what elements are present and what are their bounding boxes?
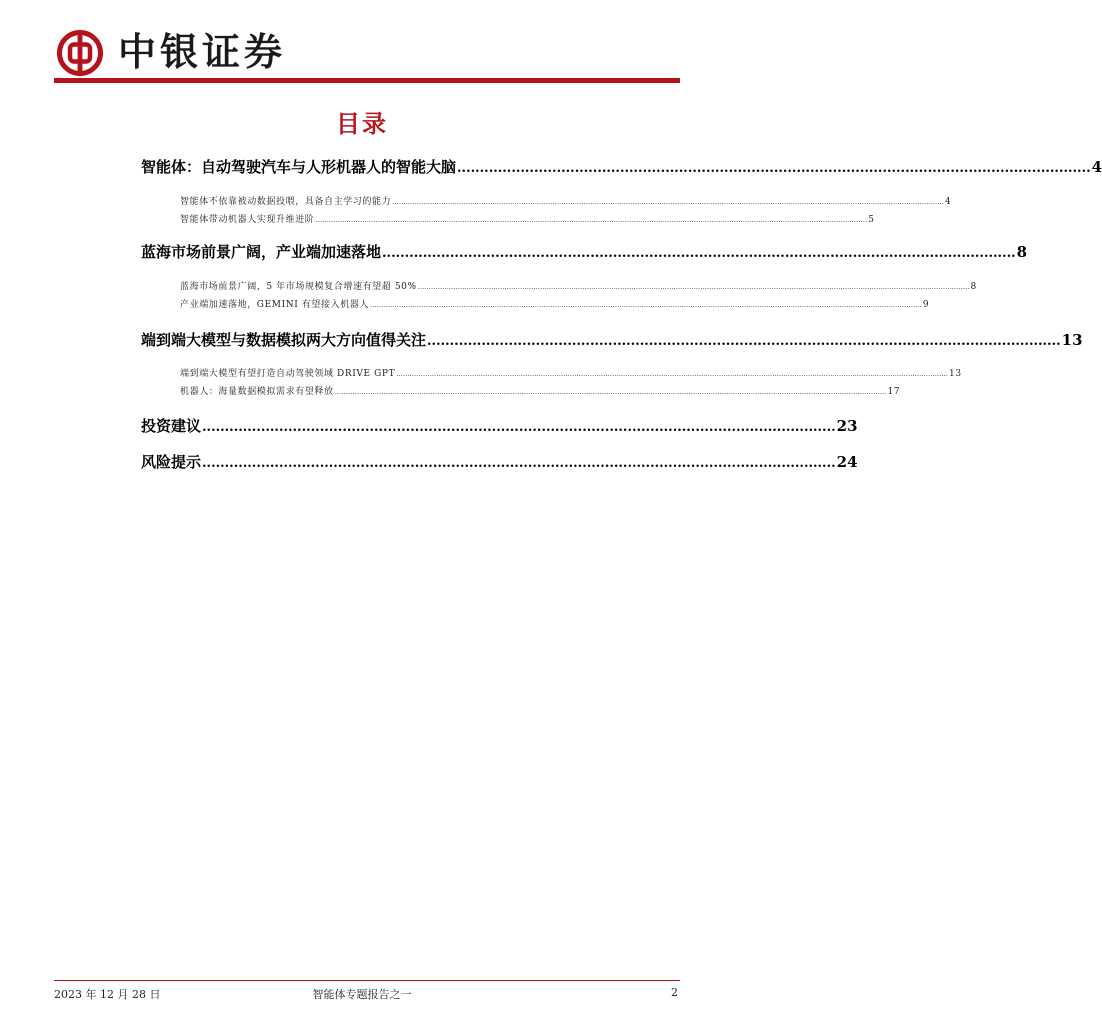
toc-entry-page: 13 <box>949 369 962 379</box>
toc-entry-page: 24 <box>836 453 858 471</box>
report-header <box>53 28 680 84</box>
toc-entry[interactable] <box>141 156 1102 177</box>
footer-report-name: 智能体专题报告之一 <box>312 988 412 1001</box>
toc-entry-label: 产业端加速落地，GEMINI 有望接入机器人 <box>180 300 370 310</box>
toc-entry-page: 8 <box>1016 243 1028 261</box>
toc-entry-page: 5 <box>868 215 875 225</box>
toc-entry-label: 机器人：海量数据模拟需求有望释放 <box>180 387 334 397</box>
toc-entry-label: 蓝海市场前景广阔，5 年市场规模复合增速有望超 50% <box>180 282 417 292</box>
toc-leader-dots: ........................................................................................................................................................................................................................................................ <box>334 388 887 396</box>
toc-leader-dots: ............................................................................................................................................ <box>202 456 836 471</box>
toc-entry-label: 风险提示 <box>141 453 202 471</box>
toc-leader-dots: ............................................................................................................................................ <box>457 161 1091 176</box>
toc-entry[interactable] <box>141 415 858 436</box>
toc-entry-label: 端到端大模型与数据模拟两大方向值得关注 <box>141 331 427 349</box>
toc-entry-page: 13 <box>1061 331 1083 349</box>
toc-leader-dots: ........................................................................................................................................................................................................................................................ <box>392 198 945 206</box>
toc-leader-dots: ........................................................................................................................................................................................................................................................ <box>370 301 922 309</box>
toc-entry-page: 9 <box>922 300 930 310</box>
toc-entry-label: 智能体：自动驾驶汽车与人形机器人的智能大脑 <box>141 158 457 176</box>
footer-divider <box>54 980 680 981</box>
toc-subentry[interactable] <box>180 384 901 397</box>
toc-leader-dots: ............................................................................................................................................ <box>382 246 1016 261</box>
toc-entry-label: 投资建议 <box>141 417 202 435</box>
brand-name: 中银证券 <box>118 29 287 74</box>
toc-subentry[interactable] <box>180 366 962 379</box>
toc-entry[interactable] <box>141 241 1028 262</box>
toc-entry-label: 智能体带动机器人实现升维进阶 <box>180 215 315 225</box>
toc-subentry[interactable] <box>180 279 977 292</box>
toc-entry[interactable] <box>141 451 858 472</box>
toc-leader-dots: ........................................................................................................................................................................................................................................................ <box>396 370 949 378</box>
toc-entry-label: 端到端大模型有望打造自动驾驶领域 DRIVE GPT <box>180 369 396 379</box>
toc-subentry[interactable] <box>180 194 952 207</box>
toc-leader-dots: ............................................................................................................................................ <box>202 420 836 435</box>
toc-entry[interactable] <box>141 329 1083 350</box>
toc-subentry[interactable] <box>180 297 930 310</box>
toc-leader-dots: ........................................................................................................................................................................................................................................................ <box>417 283 970 291</box>
footer-date: 2023 年 12 月 28 日 <box>54 988 161 1001</box>
toc-entry-page: 4 <box>945 197 952 207</box>
toc-entry-page: 8 <box>970 282 977 292</box>
toc-entry-label: 蓝海市场前景广阔，产业端加速落地 <box>141 243 382 261</box>
toc-leader-dots: ........................................................................................................................................................................................................................................................ <box>315 216 868 224</box>
toc-entry-label: 智能体不依靠被动数据投喂，具备自主学习的能力 <box>180 197 392 207</box>
toc-entry-page: 17 <box>887 387 901 397</box>
toc-entry-page: 4 <box>1091 158 1102 176</box>
header-divider <box>54 78 680 83</box>
toc-subentry[interactable] <box>180 212 875 225</box>
toc-entry-page: 23 <box>836 417 858 435</box>
bank-of-china-logo-icon <box>57 30 103 76</box>
toc-leader-dots: ............................................................................................................................................ <box>427 334 1061 349</box>
toc-title: 目录 <box>336 109 388 138</box>
footer-page-number: 2 <box>671 986 678 999</box>
